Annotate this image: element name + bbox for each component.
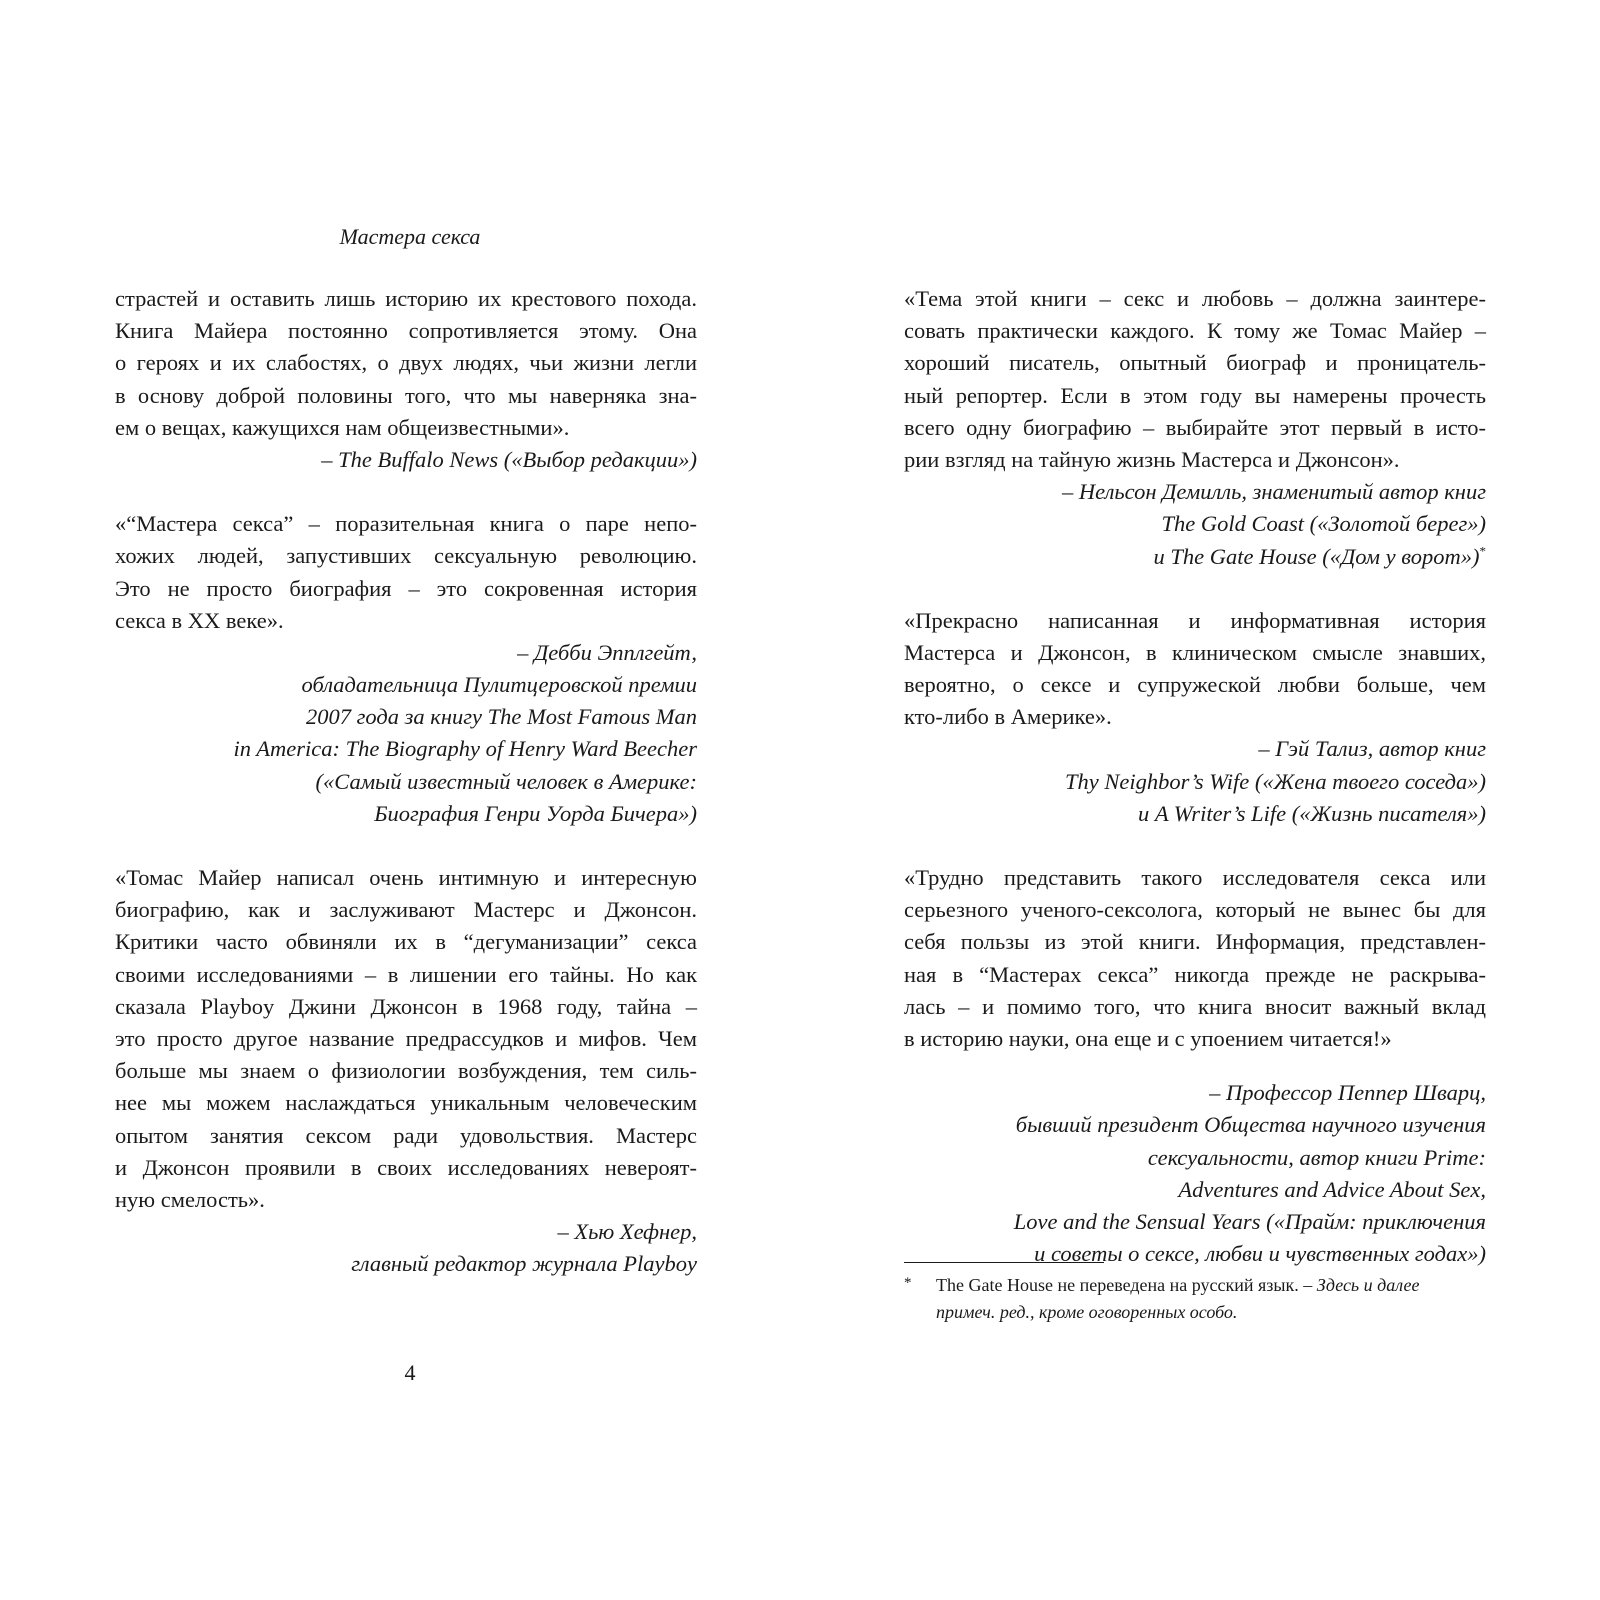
blurb-line: секса в XX веке». xyxy=(115,607,284,633)
blurb-line: о героях и их слабостях, о двух людях, чьи жизни легли xyxy=(115,350,697,376)
blurb-line: Книга Майера постоянно сопротивляется этому. Она xyxy=(115,318,697,344)
blurb-line: страстей и оставить лишь историю их крестового похода. xyxy=(115,286,697,311)
blurb-line: хожих людей, запустивших сексуальную революцию. xyxy=(115,543,697,569)
blurb-line: «“Мастера секса” – поразительная книга о паре непо- xyxy=(115,511,697,537)
blurb-line: своими исследованиями – в лишении его тайны. Но как xyxy=(115,961,697,987)
blurb-demille xyxy=(904,283,1486,573)
attribution-line xyxy=(904,541,1486,573)
blurb-line: «Тема этой книги – секс и любовь – должна заинтере- xyxy=(904,286,1486,311)
attribution-line: Биография Генри Уорда Бичера») xyxy=(374,800,697,826)
blurb-line: лась – и помимо того, что книга вносит важный вклад xyxy=(904,993,1486,1019)
blurb-schwartz xyxy=(904,862,1486,1270)
attribution-line: Adventures and Advice About Sex, xyxy=(1178,1176,1486,1202)
blurb-line: кто-либо в Америке». xyxy=(904,704,1112,730)
right-column xyxy=(904,283,1486,1270)
attribution-line: и советы о сексе, любви и чувственных годах») xyxy=(1034,1241,1486,1267)
attribution-line: Love and the Sensual Years («Прайм: приключения xyxy=(1013,1208,1486,1234)
attribution-line: обладательница Пулитцеровской премии xyxy=(301,672,697,698)
blurb-line: сказала Playboy Джини Джонсон в 1968 году, тайна – xyxy=(115,993,697,1019)
blurb-line: всего одну биографию – выбирайте этот первый в исто- xyxy=(904,414,1486,440)
attribution-line: 2007 года за книгу The Most Famous Man xyxy=(306,704,697,730)
blurb-line: больше мы знаем о физиологии возбуждения, тем силь- xyxy=(115,1058,697,1084)
blurb-line: хороший писатель, опытный биограф и проницатель- xyxy=(904,350,1486,376)
blurb-line: это просто другое название предрассудков и мифов. Чем xyxy=(115,1025,697,1051)
blurb-line: опытом занятия сексом ради удовольствия. Мастерс xyxy=(115,1122,697,1148)
blurb-line: ный репортер. Если в этом году вы намерены прочесть xyxy=(904,382,1486,408)
blurb-line: биографию, как и заслуживают Мастерс и Джонсон. xyxy=(115,897,697,923)
attribution-line: – The Buffalo News («Выбор редакции») xyxy=(321,446,697,472)
attribution-line: – Нельсон Демилль, знаменитый автор книг xyxy=(1062,479,1486,505)
blurb-line: нее мы можем наслаждаться уникальным человеческим xyxy=(115,1090,697,1116)
blurb-line: «Трудно представить такого исследователя секса или xyxy=(904,865,1486,890)
blurb-line: ная в “Мастерах секса” никогда прежде не раскрыва- xyxy=(904,961,1486,987)
blurb-line: ем о вещах, кажущихся нам общеизвестными». xyxy=(115,414,570,440)
blurb-line: «Прекрасно написанная и информативная история xyxy=(904,607,1486,633)
running-head: Мастера секса xyxy=(339,224,481,249)
attribution-line: – Хью Хефнер, xyxy=(557,1219,697,1245)
right-page xyxy=(800,0,1600,1600)
attribution-line: бывший президент Общества научного изучения xyxy=(1015,1112,1486,1138)
page-number: 4 xyxy=(404,1360,416,1385)
blurb-talese xyxy=(904,605,1486,830)
footnote-italic-text: Здесь и далее xyxy=(1316,1275,1420,1295)
blurb-line: и Джонсон проявили в своих исследованиях невероят- xyxy=(115,1154,697,1180)
footnote-body xyxy=(936,1272,1486,1326)
attribution-line: – Дебби Эпплгейт, xyxy=(517,639,697,665)
spacer xyxy=(904,830,1486,862)
blurb-applegate xyxy=(115,508,697,830)
footnote xyxy=(904,1272,1486,1326)
blurb-line: в историю науки, она еще и с упоением читается!» xyxy=(904,1025,1392,1051)
attribution-line: главный редактор журнала Playboy xyxy=(351,1251,697,1277)
attribution-line: – Гэй Тализ, автор книг xyxy=(1258,736,1486,762)
blurb-line: серьезного ученого-сексолога, который не вынес бы для xyxy=(904,897,1486,923)
attribution-text: и The Gate House («Дом у ворот») xyxy=(1153,543,1480,569)
spacer xyxy=(904,1055,1486,1077)
footnote-rule xyxy=(904,1262,1104,1263)
left-column xyxy=(115,283,697,1280)
blurb-line: в основу доброй половины того, что мы наверняка зна- xyxy=(115,382,697,408)
footnote-line xyxy=(936,1272,1486,1299)
attribution-line: in America: The Biography of Henry Ward Beecher xyxy=(233,736,697,762)
spacer xyxy=(115,476,697,508)
attribution-line: – Профессор Пеппер Шварц, xyxy=(1209,1080,1486,1106)
spacer xyxy=(115,830,697,862)
blurb-line: себя пользы из этой книги. Информация, представлен- xyxy=(904,929,1486,955)
blurb-hefner xyxy=(115,862,697,1280)
blurb-line: «Томас Майер написал очень интимную и интересную xyxy=(115,865,697,890)
attribution-line: («Самый известный человек в Америке: xyxy=(315,768,697,794)
attribution-line: Thy Neighbor’s Wife («Жена твоего соседа») xyxy=(1065,768,1486,794)
blurb-line: Мастерса и Джонсон, в клиническом смысле знавших, xyxy=(904,639,1486,665)
footnote-reference: * xyxy=(1479,543,1486,558)
footnote-marker: * xyxy=(904,1275,912,1291)
spacer xyxy=(904,573,1486,605)
attribution-line: The Gold Coast («Золотой берег») xyxy=(1161,511,1486,537)
blurb-buffalo-news xyxy=(115,283,697,476)
blurb-line: Это не просто биография – это сокровенная история xyxy=(115,575,697,601)
blurb-line: рии взгляд на тайную жизнь Мастерса и Джонсон». xyxy=(904,446,1400,472)
blurb-line: вероятно, о сексе и супружеской любви больше, чем xyxy=(904,672,1486,698)
attribution-line: и A Writer’s Life («Жизнь писателя») xyxy=(1137,800,1486,826)
footnote-line: примеч. ред., кроме оговоренных особо. xyxy=(936,1302,1238,1322)
blurb-line: ную смелость». xyxy=(115,1186,265,1212)
blurb-line: совать практически каждого. К тому же Томас Майер – xyxy=(904,318,1486,344)
footnote-text: The Gate House не переведена на русский язык. – xyxy=(936,1275,1313,1295)
blurb-line: Критики часто обвиняли их в “дегуманизации” секса xyxy=(115,929,697,955)
attribution-line: сексуальности, автор книги Prime: xyxy=(1147,1144,1486,1170)
